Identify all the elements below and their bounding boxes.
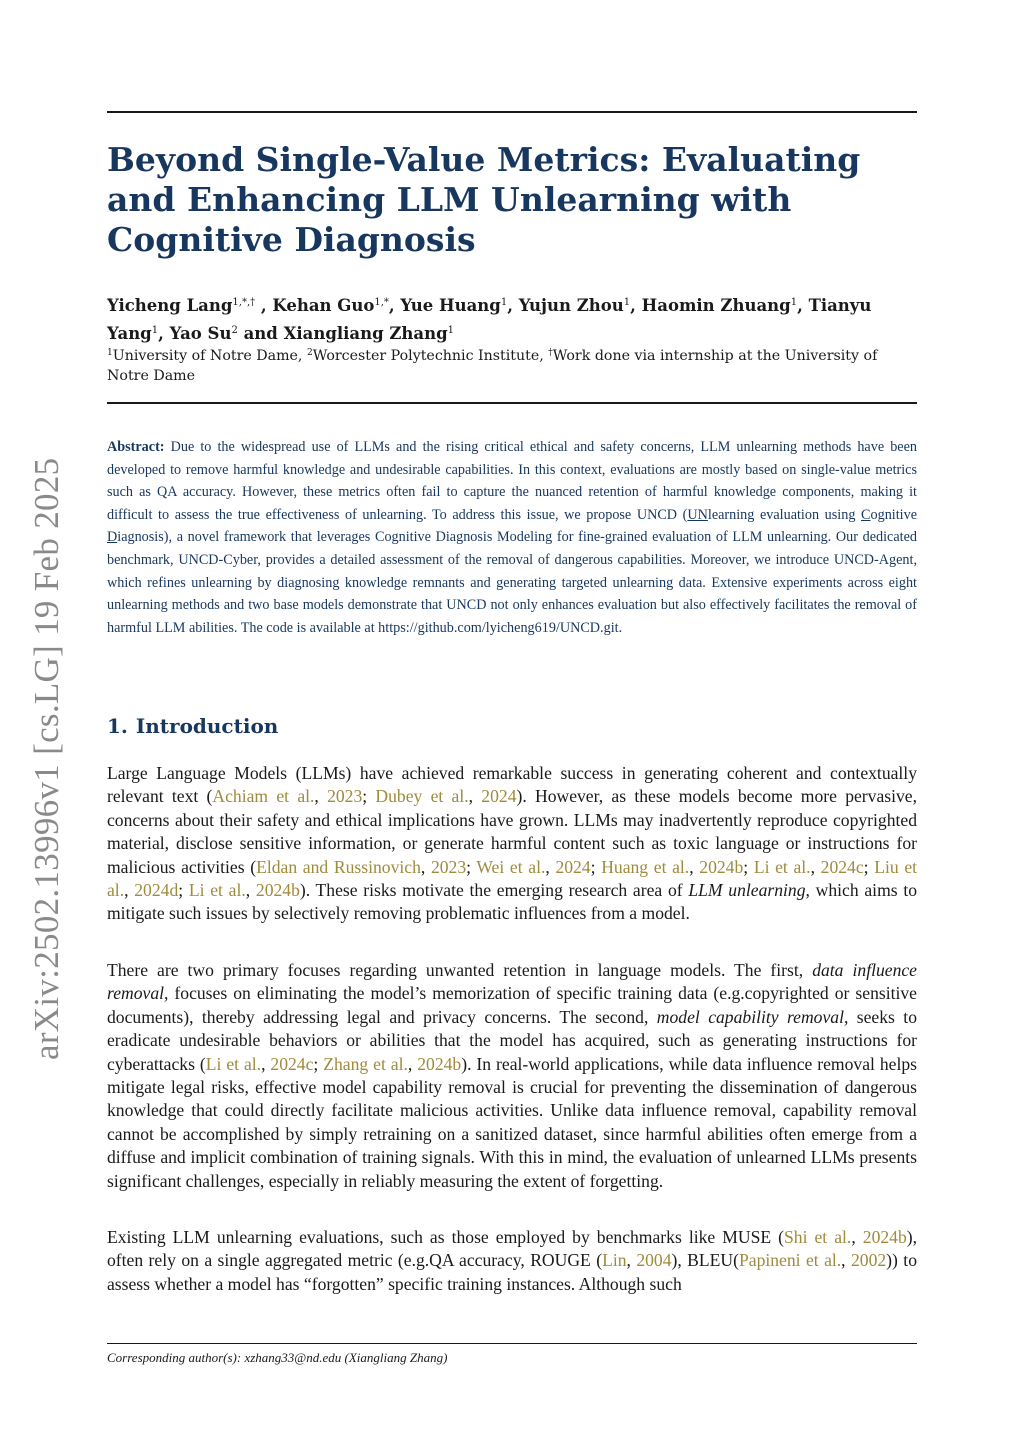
author-name: Yue Huang	[400, 296, 501, 315]
author-separator: ,	[507, 296, 519, 315]
affil-sup-1: 1	[107, 348, 113, 358]
citation-link[interactable]: 2024	[555, 856, 591, 877]
citation-link[interactable]: 2024d	[134, 880, 179, 901]
paragraph-text: ,	[626, 1250, 637, 1271]
author-separator: ,	[255, 296, 273, 315]
paragraph-text: ;	[362, 786, 376, 807]
citation-link[interactable]: Eldan and Russinovich	[256, 856, 421, 877]
citation-link[interactable]: Li et al.	[753, 856, 811, 877]
paragraph-text: ,	[407, 1053, 418, 1074]
paragraph-text: ;	[178, 880, 189, 901]
affil-text-3: Work done via internship at the University of Notre Dame	[107, 348, 878, 384]
arxiv-identifier: arXiv:2502.13996v1 [cs.LG] 19 Feb 2025	[27, 457, 66, 1060]
author-affiliation-sup: 1,*	[374, 297, 389, 308]
author-affiliation-sup: 1	[500, 297, 508, 308]
paragraph-text: There are two primary focuses regarding unwanted retention in language models. The first,	[107, 960, 813, 980]
citation-link[interactable]: Li et al.	[205, 1053, 262, 1074]
citation-link[interactable]: Lin	[602, 1250, 627, 1271]
affil-sup-2: 2	[306, 348, 313, 358]
author-name: Yujun Zhou	[518, 296, 624, 315]
affiliations	[107, 343, 917, 386]
author-affiliation-sup: 1	[623, 297, 631, 308]
author-name: Xiangliang Zhang	[283, 324, 448, 343]
paragraph-text: ,	[545, 856, 556, 877]
citation-link[interactable]: Li et al.	[188, 880, 246, 901]
paragraph-text: , which aims to mitigate such issues by selectively removing problematic influences from a model.	[107, 880, 918, 924]
citation-link[interactable]: 2024c	[820, 856, 864, 877]
abstract-underline-un: UN	[687, 506, 708, 523]
paragraph-text: ,	[689, 856, 700, 877]
paragraph-text: )) to assess whether a model has “forgotten” specific training instances. Although such	[107, 1250, 917, 1294]
abstract-label: Abstract:	[107, 439, 165, 455]
paragraph-text: ;	[313, 1053, 324, 1074]
abstract-text-b: learning evaluation using	[707, 506, 862, 523]
author-separator: ,	[388, 296, 401, 315]
paragraph-text: ,	[261, 1053, 271, 1074]
citation-link[interactable]: 2024b	[862, 1227, 907, 1247]
paragraph-text: ,	[420, 856, 431, 877]
author-name: Tianyu Yang	[107, 296, 872, 343]
intro-paragraph-1	[107, 762, 917, 926]
affil-text-2: Worcester Polytechnic Institute,	[312, 348, 549, 364]
paragraph-text: Large Language Models (LLMs) have achieved remarkable success in generating coherent and contextually relevant text (	[107, 763, 917, 807]
citation-link[interactable]: Zhang et al.	[323, 1053, 408, 1074]
paragraph-text: ;	[743, 856, 754, 877]
section-heading	[107, 714, 278, 738]
corresponding-author-note: Corresponding author(s): xzhang33@nd.edu (Xiangliang Zhang)	[107, 1350, 448, 1365]
author-affiliation-sup: 1,*,†	[232, 297, 256, 308]
paragraph-text: Existing LLM unlearning evaluations, such as those employed by benchmarks like MUSE (	[107, 1227, 784, 1247]
emphasis-text: data influence removal	[107, 960, 917, 1004]
paragraph-text: ;	[863, 856, 875, 877]
paragraph-text: ,	[245, 880, 256, 901]
abstract-underline-c: C	[861, 506, 871, 523]
author-affiliation-sup: 2	[231, 325, 238, 336]
citation-link[interactable]: Dubey et al.	[375, 786, 469, 807]
paper-title: Beyond Single-Value Metrics: Evaluating and Enhancing LLM Unlearning with Cognitive Diagnosis	[107, 140, 861, 259]
paragraph-text: ;	[466, 856, 477, 877]
paragraph-text: , focuses on eliminating the model’s memorization of specific training data (e.g.copyrighted or sensitive documents), thereby addressing legal and privacy concerns. The second,	[107, 983, 917, 1027]
author-name: Yao Su	[169, 324, 232, 343]
abstract-text-a: Due to the widespread use of LLMs and the rising critical ethical and safety concerns, LLM unlearning methods have been developed to remove harmful knowledge and undesirable capabilities. In this context, evaluations are mostly based on single-value metrics such as QA accuracy. However, these metrics often fail to capture the nuanced retention of harmful knowledge components, making it difficult to assess the true effectiveness of unlearning. To address this issue, we propose UNCD (	[107, 439, 917, 523]
emphasis-text: model capability removal	[656, 1006, 844, 1027]
header-divider	[107, 402, 917, 404]
citation-link[interactable]: Liu et al.	[107, 856, 918, 901]
abstract-text-d: iagnosis), a novel framework that leverages Cognitive Diagnosis Modeling for fine-grained evaluation of LLM unlearning. Our dedicated benchmark, UNCD-Cyber, provides a detailed assessment of the removal of dangerous capabilities. Moreover, we introduce UNCD-Agent, which refines unlearning by diagnosing knowledge remnants and generating targeted unlearning data. Extensive experiments across eight unlearning methods and two base models demonstrate that UNCD not only enhances evaluation but also effectively facilitates the removal of harmful LLM abilities. The code is available at https://github.com/lyicheng619/UNCD.git.	[107, 529, 917, 636]
citation-link[interactable]: Wei et al.	[476, 856, 546, 877]
section-number: 1.	[107, 714, 128, 738]
footnote-rule	[107, 1343, 917, 1344]
affil-sup-3: †	[548, 348, 553, 358]
section-title-text: Introduction	[135, 714, 279, 738]
paragraph-text: ). These risks motivate the emerging research area of	[299, 880, 689, 901]
intro-paragraph-2	[107, 959, 917, 1193]
author-name: Yicheng Lang	[107, 296, 233, 315]
citation-link[interactable]: 2004	[636, 1250, 672, 1271]
affil-text-1: University of Notre Dame,	[112, 348, 307, 364]
citation-link[interactable]: 2024b	[417, 1053, 462, 1074]
citation-link[interactable]: Papineni et al.	[738, 1250, 842, 1271]
intro-paragraph-3	[107, 1226, 917, 1296]
citation-link[interactable]: 2023	[327, 786, 363, 807]
abstract	[107, 436, 917, 639]
abstract-text-c: ognitive	[870, 506, 917, 523]
paragraph-text: ,	[851, 1227, 863, 1247]
author-name: Haomin Zhuang	[641, 296, 791, 315]
paragraph-text: ,	[124, 880, 135, 901]
paragraph-text: ,	[810, 856, 821, 877]
citation-link[interactable]: Huang et al.	[601, 856, 690, 877]
author-name: Kehan Guo	[272, 296, 375, 315]
paragraph-text: ), often rely on a single aggregated metric (e.g.QA accuracy, ROUGE (	[107, 1227, 918, 1271]
citation-link[interactable]: 2024b	[255, 880, 300, 901]
paragraph-text: ,	[841, 1250, 851, 1271]
emphasis-text: LLM unlearning	[688, 880, 806, 901]
paragraph-text: ,	[468, 786, 482, 807]
author-affiliation-sup: 1	[447, 325, 455, 336]
citation-link[interactable]: 2002	[850, 1250, 887, 1271]
author-affiliation-sup: 1	[151, 325, 159, 336]
citation-link[interactable]: Achiam et al.	[212, 786, 315, 807]
citation-link[interactable]: 2024b	[699, 856, 744, 877]
paragraph-text: ,	[314, 786, 328, 807]
citation-link[interactable]: 2024c	[270, 1053, 314, 1074]
paragraph-text: ). However, as these models become more pervasive, concerns about their safety and ethical implications have grown. LLMs may inadvertently reproduce copyrighted material, disclose sensitive information, or generate harmful content such as toxic language or instructions for malicious activities (	[107, 786, 918, 877]
paragraph-text: , seeks to eradicate undesirable behaviors or abilities that the model has acquired, such as generating instructions for cyberattacks (	[107, 1006, 917, 1074]
author-list	[107, 290, 907, 346]
author-separator: ,	[158, 324, 170, 343]
citation-link[interactable]: 2024	[481, 786, 517, 807]
citation-link[interactable]: 2023	[430, 856, 467, 877]
top-rule	[107, 111, 917, 113]
author-affiliation-sup: 1	[790, 297, 798, 308]
author-separator: ,	[797, 296, 809, 315]
paragraph-text: ), BLEU(	[671, 1250, 739, 1271]
abstract-underline-d: D	[107, 529, 118, 546]
paragraph-text: ;	[590, 856, 602, 877]
author-separator: ,	[630, 296, 642, 315]
paragraph-text: ). In real-world applications, while data influence removal helps mitigate legal risks, effective model capability removal is crucial for preventing the dissemination of dangerous knowledge that could directly facilitate malicious activities. Unlike data influence removal, capability removal cannot be accomplished by simply retraining on a sanitized dataset, since harmful abilities often emerge from a diffuse and implicit combination of training signals. With this in mind, the evaluation of unlearned LLMs presents significant challenges, especially in reliably measuring the extent of forgetting.	[107, 1053, 917, 1191]
author-separator: and	[237, 324, 284, 343]
citation-link[interactable]: Shi et al.	[784, 1227, 852, 1247]
